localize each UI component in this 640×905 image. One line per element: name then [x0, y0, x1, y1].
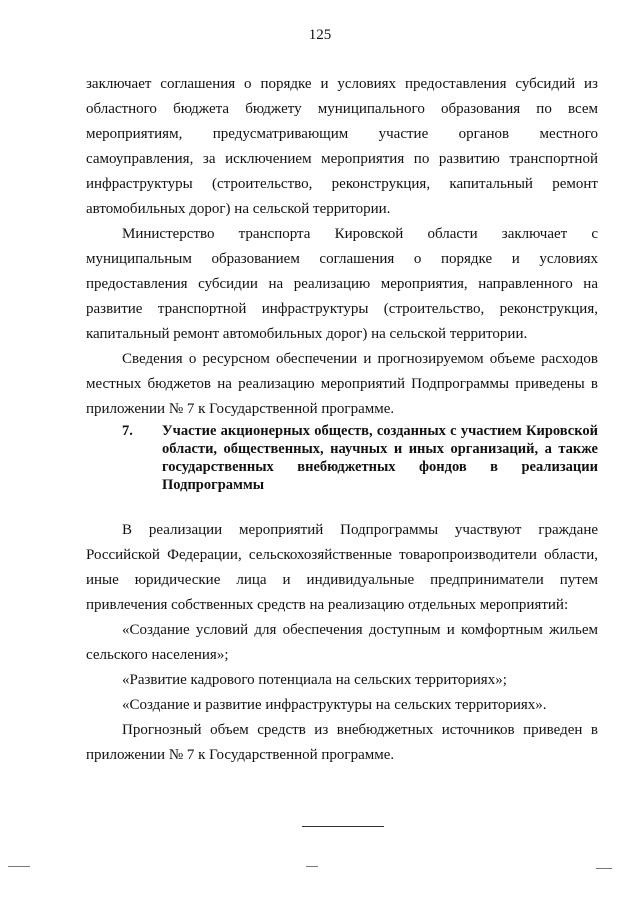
- list-item-housing: «Создание условий для обеспечения доступным и комфортным жильем сельского населения»;: [86, 622, 598, 663]
- scan-artifact-right: [596, 868, 612, 869]
- paragraph-continuation: заключает соглашения о порядке и условиях предоставления субсидий из областного бюджета бюджету муниципального образования по всем мероприятиям, предусматривающим участие органов местного самоуправления, за исключением мероприятия по развитию транспортной инфраструктуры (строительство, реконструкция, капитальный ремонт автомобильных дорог) на сельской территории.: [86, 76, 598, 217]
- section-number: 7.: [122, 423, 133, 439]
- paragraph-forecast: Прогнозный объем средств из внебюджетных источников приведен в приложении № 7 к Государственной программе.: [86, 722, 598, 763]
- section-title: Участие акционерных обществ, созданных с участием Кировской области, общественных, научных и иных организаций, а также государственных внебюджетных фондов в реализации Подпрограммы: [162, 423, 598, 493]
- page-number: 125: [308, 27, 332, 43]
- paragraph-ministry-transport: Министерство транспорта Кировской области заключает с муниципальным образованием соглашения о порядке и условиях предоставления субсидии на реализацию мероприятия, направленного на развитие транспортной инфраструктуры (строительство, реконструкция, капитальный ремонт автомобильных дорог) на сельской территории.: [86, 226, 598, 342]
- list-item-personnel: «Развитие кадрового потенциала на сельских территориях»;: [122, 672, 507, 688]
- paragraph-resource-info: Сведения о ресурсном обеспечении и прогнозируемом объеме расходов местных бюджетов на реализацию мероприятий Подпрограммы приведены в приложении № 7 к Государственной программе.: [86, 351, 598, 417]
- paragraph-participants: В реализации мероприятий Подпрограммы участвуют граждане Российской Федерации, сельскохозяйственные товаропроизводители области, иные юридические лица и индивидуальные предприниматели путем привлечения собственных средств на реализацию отдельных мероприятий:: [86, 522, 598, 613]
- footer-rule: [302, 826, 384, 827]
- document-body: [86, 72, 598, 768]
- list-item-infrastructure: «Создание и развитие инфраструктуры на сельских территориях».: [122, 697, 547, 713]
- section-heading: [86, 422, 598, 494]
- scan-artifact-center: [306, 866, 318, 867]
- scan-artifact-left: [8, 866, 30, 867]
